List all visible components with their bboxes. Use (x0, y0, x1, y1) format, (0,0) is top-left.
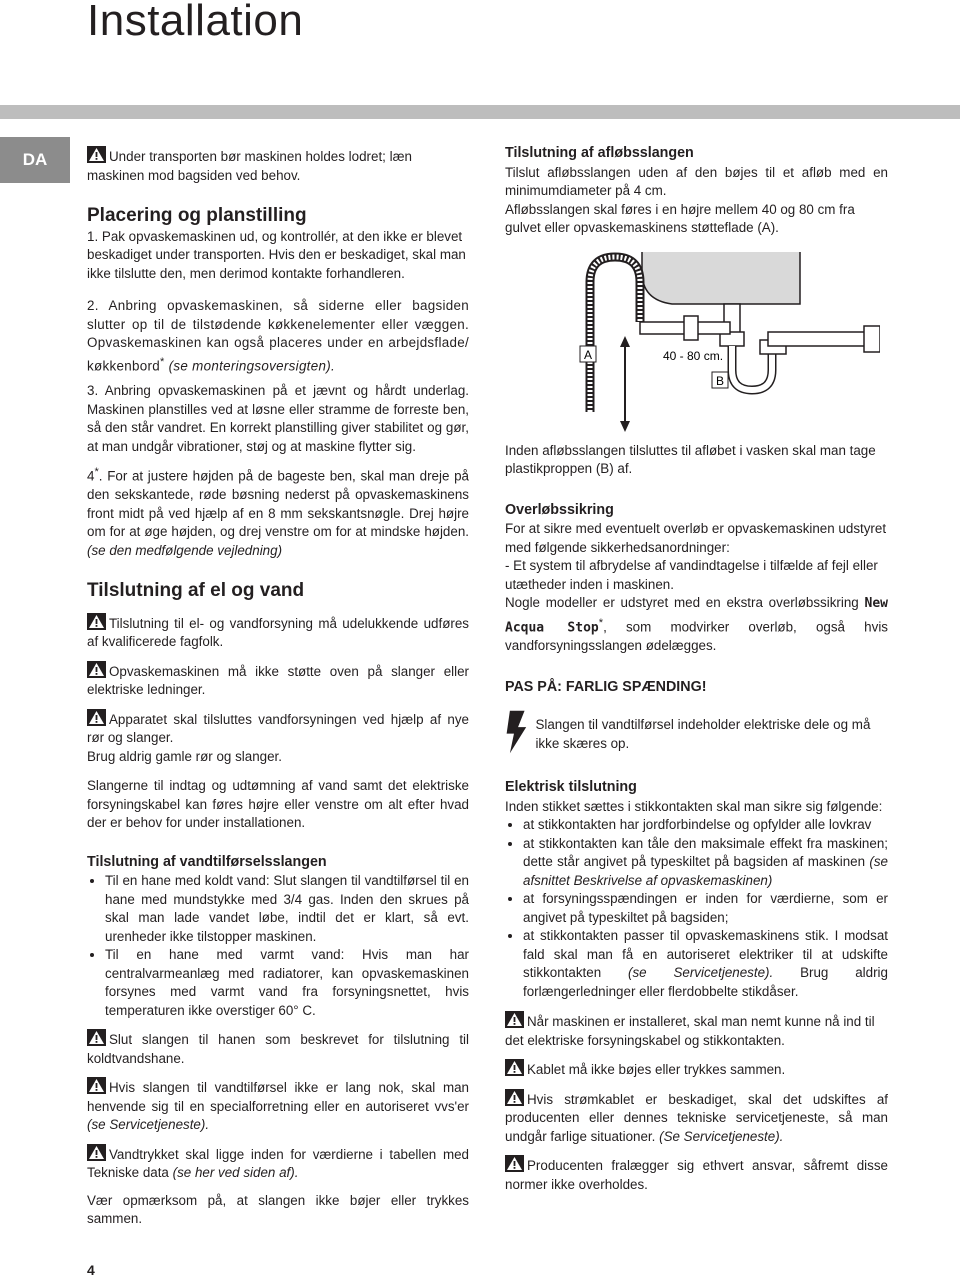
supply-warning-2: Hvis slangen til vandtilførsel ikke er lang nok, skal man henvende sig til en specialforretning eller en autoriseret vvs'er (se Servicetjeneste). (87, 1077, 469, 1135)
section-title-drain: Tilslutning af afløbsslangen (505, 145, 694, 161)
overflow-text-1: For at sikre med eventuelt overløb er opvaskemaskinen udstyret med følgende sikkerhedsanordninger: (505, 521, 887, 555)
warning-icon (87, 709, 106, 726)
electrical-warning-1: Når maskinen er installeret, skal man nemt kunne nå ind til det elektriske forsyningskabel og stikkontakten. (505, 1011, 888, 1050)
electrical-warning-2: Kablet må ikke bøjes eller trykkes sammen. (505, 1059, 888, 1080)
electrical-list (505, 816, 888, 1001)
warning-icon (87, 613, 106, 630)
supply-warning-3: Vandtrykket skal ligge inden for værdierne i tabellen med Tekniske data (se her ved siden af). (87, 1144, 469, 1183)
list-item: • Til en hane med koldt vand: Slut slangen til vandtilførsel til en hane med mundstykke med 3/4 gas. Inden den skrues på skal man lade vandet løbe, indtil det er klart, så evt. urenheder ikke tilstopper maskinen. (105, 872, 469, 946)
danger-title: PAS PÅ: FARLIG SPÆNDING! (505, 678, 707, 695)
warning-icon (87, 1029, 106, 1046)
danger-block (505, 706, 888, 758)
electrical-intro: Inden stikket sættes i stikkontakten skal man sikre sig følgende: (505, 798, 883, 814)
header-bar (0, 105, 960, 119)
section-title-water-supply: Tilslutning af vandtilførselsslangen (87, 853, 327, 870)
right-column (505, 144, 888, 1201)
list-item: • at stikkontakten passer til opvaskemaskinens stik. I modsat fald skal man få en autoriseret elektriker til at udskifte stikkontakten (se Servicetjeneste). Brug aldrig forlængerledninger eller flerdobbelte stikdåser. (523, 927, 888, 1001)
lightning-bolt-icon (505, 706, 529, 758)
electrical-warning-4: Producenten fralægger sig ethvert ansvar, såfremt disse normer ikke overholdes. (505, 1155, 888, 1194)
section-title-electrical: Elektrisk tilslutning (505, 779, 637, 796)
warning-icon (87, 661, 106, 678)
list-item: • at stikkontakten kan tåle den maksimale effekt fra maskinen; dette står angivet på typeskiltet på bagsiden af maskinen (se afsnittet Beskrivelse af opvaskemaskinen) (523, 835, 888, 891)
left-column (87, 146, 469, 1236)
label-b: B (715, 373, 725, 388)
electrical-warning-3: Hvis strømkablet er beskadiget, skal det udskiftes af producenten eller dennes tekniske servicetjeneste, så man undgår farlige situationer. (Se Servicetjeneste). (505, 1089, 888, 1147)
placement-step-3: 3. Anbring opvaskemaskinen på et jævnt og hårdt underlag. Maskinen planstilles ved at løsne eller stramme de forreste ben, så den står vandret. En korrekt planstilling giver stabilitet og gør, at man undgår vibrationer, støj og at maskine flytter sig. (87, 383, 469, 454)
label-a: A (583, 347, 593, 362)
list-item: • Til en hane med varmt vand: Hvis man har centralvarmeanlæg med radiatorer, kan opvaskemaskinen forsynes med varmt vand fra forsyningsnettet, hvis temperaturen ikke overstiger 60° C. (105, 946, 469, 1020)
connection-warning-2: Opvaskemaskinen må ikke støtte oven på slanger eller elektriske ledninger. (87, 661, 469, 700)
language-tab: DA (0, 137, 70, 183)
drain-text-1: Tilslut afløbsslangen uden af den bøjes til et afløb med en minimumdiameter på 4 cm. (505, 164, 888, 198)
drain-text-3: Inden afløbsslangen tilsluttes til afløbet i vasken skal man tage plastikproppen (B) af. (505, 442, 876, 476)
section-title-connection: Tilslutning af el og vand (87, 580, 305, 602)
warning-icon (87, 1077, 106, 1094)
placement-step-1: 1. Pak opvaskemaskinen ud, og kontrollér, at den ikke er blevet beskadiget under transporten. Hvis den er beskadiget, skal man ikke tilslutte den, men derimod kontakte forhandleren. (87, 228, 466, 281)
page-title: Installation (87, 0, 304, 45)
section-title-placement: Placering og planstilling (87, 205, 307, 226)
overflow-text-2: - Et system til afbrydelse af vandindtagelse i tilfælde af fejl eller utætheder inden i maskinen. (505, 558, 878, 592)
warning-icon (87, 146, 106, 163)
placement-step-4: 4*. For at justere højden på de bageste ben, skal man dreje på den sekskantede, røde bøsning nederst på opvaskemaskinens front midt på ved hjælp af en 8 mm sekskantsnøgle. Drej højre om for at øge højden, og drej venstre om for at mindske højden. (se den medfølgende vejledning) (87, 466, 469, 558)
section-title-overflow: Overløbssikring (505, 501, 614, 518)
connection-warning-3: Apparatet skal tilsluttes vandforsyningen ved hjælp af nye rør og slanger. (87, 709, 469, 748)
height-range-label: 40 - 80 cm. (663, 348, 724, 363)
danger-text: Slangen til vandtilførsel indeholder elektriske dele og må ikke skæres op. (535, 717, 871, 751)
placement-step-2: 2. Anbring opvaskemaskinen, så siderne eller bagsiden slutter op til de tilstødende køkkenelementer eller væggen. Opvaskemaskinen kan også placeres under en arbejdsflade/ køkkenbord* (se monteringsoversigten). (87, 298, 469, 373)
drain-text-2: Afløbsslangen skal føres i en højre mellem 40 og 80 cm fra gulvet eller opvaskemaskinens støtteflade (A). (505, 201, 855, 235)
warning-icon (87, 1144, 106, 1161)
list-item: • at forsyningsspændingen er inden for værdierne, som er angivet på typeskiltet på bagsiden; (523, 890, 888, 927)
warning-icon (505, 1059, 524, 1076)
warning-icon (505, 1155, 524, 1172)
connection-warning-1: Tilslutning til el- og vandforsyning må udelukkende udføres af kvalificerede fagfolk. (87, 613, 469, 652)
water-supply-list (87, 872, 469, 1020)
overflow-text-3: Nogle modeller er udstyret med en ekstra overløbssikring New Acqua Stop*, som modvirker overløb, også hvis vandforsyningsslangen ødelægges. (505, 595, 888, 654)
supply-warning-1: Slut slangen til hanen som beskrevet for tilslutning til koldtvandshane. (87, 1029, 469, 1068)
hose-routing-text: Slangerne til indtag og udtømning af vand samt det elektriske forsyningskabel kan føres højre eller venstre om alt efter hvad der er behov for under installationen. (87, 778, 469, 831)
connection-warning-3b: Brug aldrig gamle rør og slanger. (87, 748, 283, 764)
list-item: • at stikkontakten har jordforbindelse og opfylder alle lovkrav (523, 816, 888, 835)
hose-note: Vær opmærksom på, at slangen ikke bøjer eller trykkes sammen. (87, 1192, 469, 1227)
drain-hose-diagram (550, 252, 880, 432)
warning-icon (505, 1089, 524, 1106)
warning-icon (505, 1011, 524, 1028)
page-number: 4 (87, 1262, 95, 1278)
transport-warning: Under transporten bør maskinen holdes lodret; læn maskinen mod bagsiden ved behov. (87, 146, 469, 185)
